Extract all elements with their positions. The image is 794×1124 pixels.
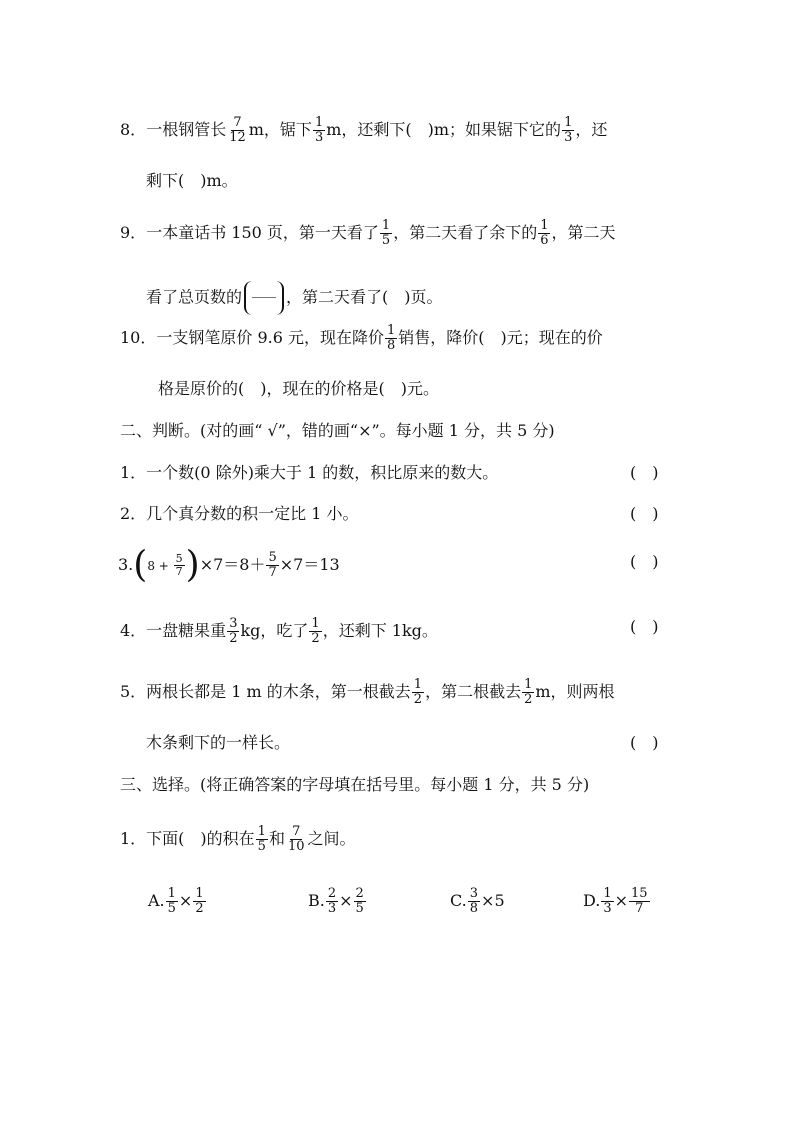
- question-number: 9．: [120, 223, 147, 242]
- option-label: C.: [450, 891, 467, 910]
- fraction: $\frac{3}{8}$: [469, 886, 479, 916]
- fraction: $\frac{7}{12}$: [229, 115, 246, 145]
- answer-paren[interactable]: ( ): [630, 617, 659, 636]
- question-text: kg，吃了: [240, 621, 309, 640]
- math-text: ×: [178, 891, 193, 910]
- section-title: 三、选择。(将正确答案的字母填在括号里。每小题 1 分，共 5 分): [120, 775, 590, 794]
- option-label: D.: [583, 891, 601, 910]
- answer-bracket-box[interactable]: [244, 281, 284, 315]
- question-9: [120, 219, 616, 248]
- fraction: $\frac{2}{5}$: [355, 886, 364, 916]
- question-text: ，还: [575, 120, 608, 139]
- question-text: m，则两根: [535, 682, 615, 701]
- question-text: ，还剩下 1kg。: [322, 621, 438, 640]
- fraction: $\frac{1}{8}$: [387, 323, 396, 353]
- question-number: 10．: [120, 328, 157, 347]
- question-10-line-2: [158, 379, 439, 399]
- option-label: B.: [308, 891, 325, 910]
- question-text: 一本童话书 150 页，第一天看了: [146, 223, 379, 242]
- question-text: ，第二天看了余下的: [393, 223, 538, 242]
- choice-option-a[interactable]: [148, 887, 207, 916]
- fraction: $\frac{1}{3}$: [314, 115, 324, 145]
- question-text: 一支钢笔原价 9.6 元，现在降价: [156, 328, 384, 347]
- section-title: 二、判断。(对的画“ √”，错的画“×”。每小题 1 分，共 5 分): [120, 421, 555, 440]
- question-text: ，第二天看了( )页。: [286, 287, 443, 307]
- question-8-line-2: [146, 171, 238, 191]
- judge-item-5: [120, 678, 615, 707]
- math-text: ×5: [481, 891, 505, 910]
- question-text: 一根钢管长: [146, 120, 227, 139]
- judge-item-1: [120, 463, 498, 483]
- fraction: $\frac{1}{5}$: [167, 886, 176, 916]
- fraction: $\frac{1}{2}$: [195, 886, 204, 916]
- fraction: $\frac{1}{3}$: [564, 115, 573, 145]
- math-text: ×: [614, 891, 629, 910]
- question-text: 剩下( )m。: [146, 171, 238, 190]
- question-9-line-2: [146, 281, 443, 315]
- question-text: m，还剩下( )m；如果锯下它的: [326, 120, 562, 139]
- math-text: ×: [339, 891, 353, 910]
- judge-item-3: [118, 544, 340, 586]
- question-text: 和: [268, 829, 285, 848]
- math-text: ×7＝13: [279, 555, 340, 574]
- fraction: $\frac{5}{7}$: [268, 550, 277, 580]
- right-paren: ): [185, 544, 200, 586]
- question-text: ，第二根截去: [425, 682, 522, 701]
- choice-option-c[interactable]: [450, 887, 505, 916]
- question-10: [120, 324, 603, 353]
- option-label: A.: [148, 891, 165, 910]
- fraction: $\frac{2}{3}$: [327, 886, 337, 916]
- fraction: $\frac{5}{7}$: [175, 552, 183, 578]
- fraction: $\frac{1}{3}$: [603, 886, 612, 916]
- question-8: [120, 116, 607, 145]
- question-text: 1．下面( )的积在: [120, 829, 255, 848]
- section-2-title: [120, 421, 555, 441]
- fraction: $\frac{1}{2}$: [413, 677, 423, 707]
- judge-item-5-line-2: [146, 733, 290, 753]
- question-number: 3.: [118, 555, 134, 574]
- question-text: 2．几个真分数的积一定比 1 小。: [120, 504, 359, 523]
- question-text: 4．一盘糖果重: [120, 621, 227, 640]
- answer-paren[interactable]: ( ): [630, 504, 659, 523]
- question-text: 5．两根长都是 1 m 的木条，第一根截去: [120, 682, 411, 701]
- question-text: 销售，降价( )元；现在的价: [398, 328, 603, 347]
- fraction: $\frac{1}{6}$: [540, 218, 549, 248]
- fraction: $\frac{15}{7}$: [631, 886, 648, 916]
- question-text: 之间。: [307, 829, 356, 848]
- fraction: $\frac{7}{10}$: [287, 824, 305, 854]
- question-text: m，锯下: [248, 120, 312, 139]
- question-text: 看了总页数的: [146, 287, 243, 307]
- question-text: 格是原价的( )，现在的价格是( )元。: [158, 379, 439, 398]
- fraction: $\frac{1}{2}$: [311, 616, 320, 646]
- question-text: 木条剩下的一样长。: [146, 733, 291, 752]
- section-3-title: [120, 775, 589, 795]
- question-number: 8．: [120, 120, 147, 139]
- answer-paren[interactable]: ( ): [630, 733, 659, 752]
- fraction: $\frac{1}{2}$: [524, 677, 533, 707]
- judge-item-2: [120, 504, 359, 524]
- fraction: $\frac{3}{2}$: [229, 616, 238, 646]
- left-paren: (: [133, 544, 148, 586]
- choice-question-1: [120, 825, 356, 854]
- answer-paren[interactable]: ( ): [630, 552, 659, 571]
- answer-paren[interactable]: ( ): [630, 463, 659, 482]
- judge-item-4: [120, 617, 438, 646]
- fraction: $\frac{1}{5}$: [257, 824, 266, 854]
- question-text: 1．一个数(0 除外)乘大于 1 的数，积比原来的数大。: [120, 463, 499, 482]
- choice-option-d[interactable]: [583, 887, 651, 916]
- fraction: $\frac{1}{5}$: [381, 218, 391, 248]
- choice-option-b[interactable]: [308, 887, 367, 916]
- math-text: ×7＝8＋: [199, 555, 266, 574]
- math-text: 8 +: [147, 559, 173, 573]
- question-text: ，第二天: [551, 223, 616, 242]
